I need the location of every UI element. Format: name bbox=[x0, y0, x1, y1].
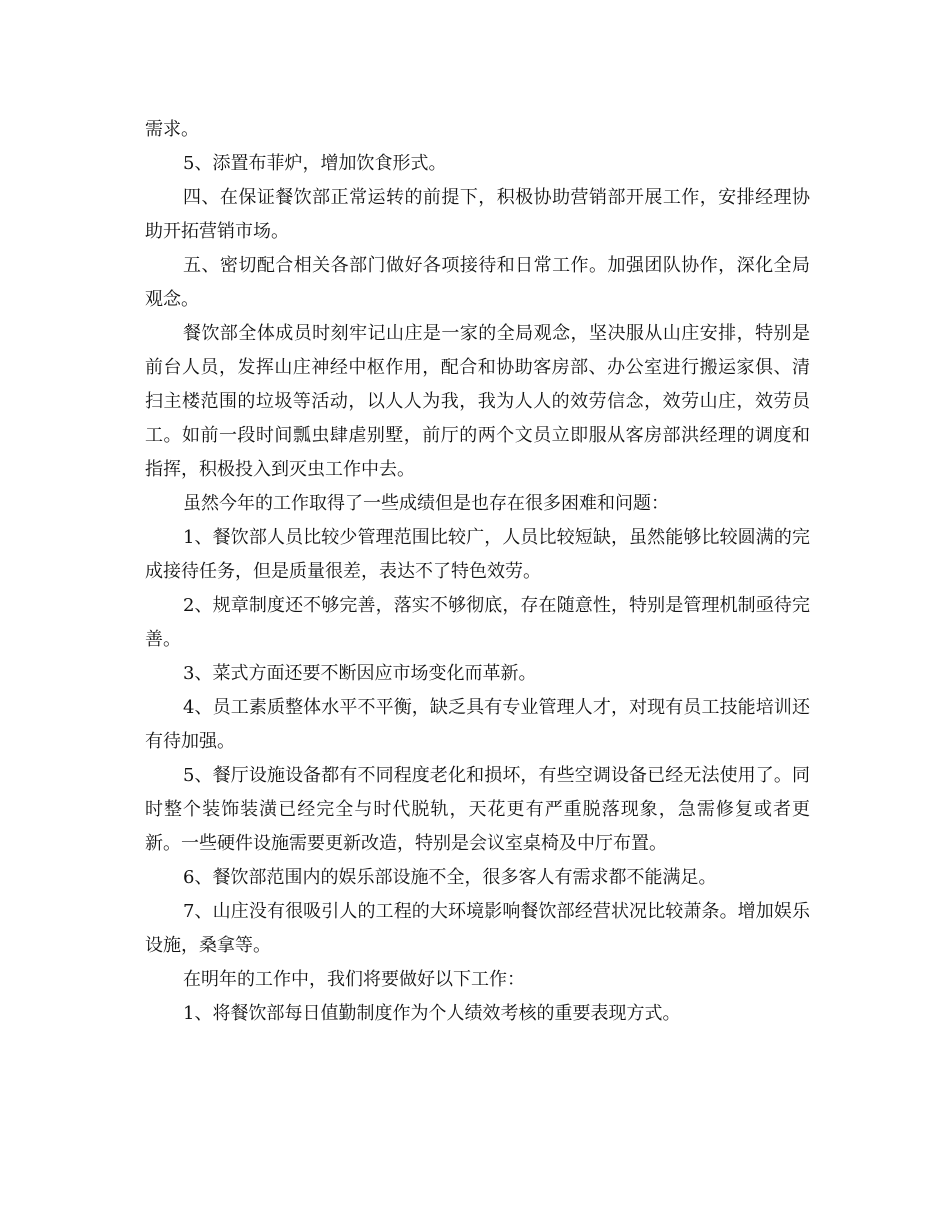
paragraph: 在明年的工作中，我们将要做好以下工作： bbox=[183, 969, 525, 990]
paragraph: 6、餐饮部范围内的娱乐部设施不全，很多客人有需求都不能满足。 bbox=[183, 867, 717, 888]
paragraph: 3、菜式方面还要不断因应市场变化而革新。 bbox=[183, 663, 537, 684]
paragraph: 1、餐饮部人员比较少管理范围比较广，人员比较短缺，虽然能够比较圆满的完成接待任务，但是质量很差，表达不了特色效劳。 bbox=[145, 527, 810, 582]
paragraph: 4、员工素质整体水平不平衡，缺乏具有专业管理人才，对现有员工技能培训还有待加强。 bbox=[145, 697, 810, 752]
paragraph: 五、密切配合相关各部门做好各项接待和日常工作。加强团队协作，深化全局观念。 bbox=[145, 255, 810, 310]
paragraph-continuation: 需求。 bbox=[145, 119, 199, 140]
document-page bbox=[145, 113, 810, 1031]
paragraph: 5、添置布菲炉，增加饮食形式。 bbox=[183, 153, 447, 174]
paragraph: 虽然今年的工作取得了一些成绩但是也存在很多困难和问题： bbox=[183, 493, 669, 514]
paragraph: 2、规章制度还不够完善，落实不够彻底，存在随意性，特别是管理机制亟待完善。 bbox=[145, 595, 810, 650]
paragraph: 5、餐厅设施设备都有不同程度老化和损坏，有些空调设备已经无法使用了。同时整个装饰装潢已经完全与时代脱轨，天花更有严重脱落现象，急需修复或者更新。一些硬件设施需要更新改造，特别是会议室桌椅及中厅布置。 bbox=[145, 765, 810, 854]
paragraph: 7、山庄没有很吸引人的工程的大环境影响餐饮部经营状况比较萧条。增加娱乐设施，桑拿等。 bbox=[145, 901, 810, 956]
paragraph: 餐饮部全体成员时刻牢记山庄是一家的全局观念，坚决服从山庄安排，特别是前台人员，发挥山庄神经中枢作用，配合和协助客房部、办公室进行搬运家俱、清扫主楼范围的垃圾等活动，以人人为我，我为人人的效劳信念，效劳山庄，效劳员工。如前一段时间瓢虫肆虐别墅，前厅的两个文员立即服从客房部洪经理的调度和指挥，积极投入到灭虫工作中去。 bbox=[145, 323, 810, 480]
paragraph: 四、在保证餐饮部正常运转的前提下，积极协助营销部开展工作，安排经理协助开拓营销市场。 bbox=[145, 187, 810, 242]
paragraph: 1、将餐饮部每日值勤制度作为个人绩效考核的重要表现方式。 bbox=[183, 1003, 681, 1024]
